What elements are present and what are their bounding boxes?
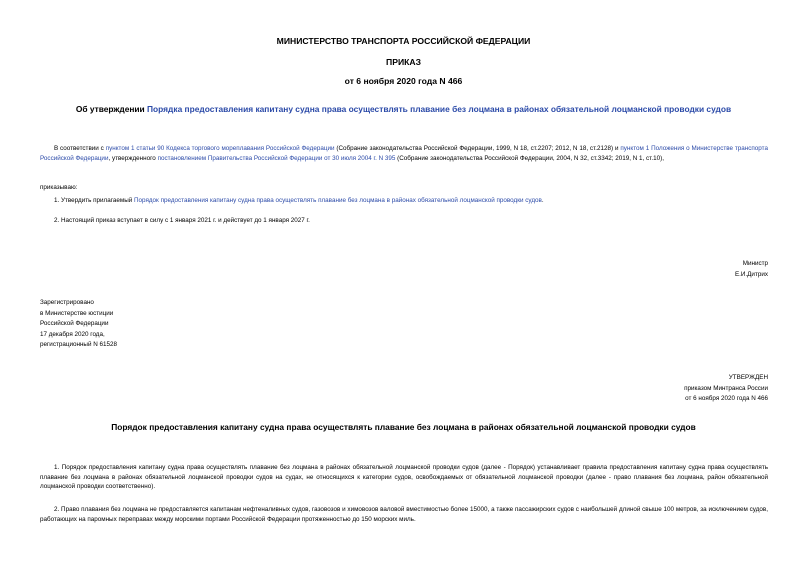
order-item-1 [54,196,544,207]
registration-line: 17 декабря 2020 года, [40,330,105,338]
title-prefix: Об утверждении [75,104,148,114]
preamble-text-2: (Собрание законодательства Российской Федерации, 1999, N 18, ст.2207; 2012, N 18, ст.2128) и [334,145,621,152]
approved-line: от 6 ноября 2020 года N 466 [685,395,768,403]
approved-block [684,373,768,405]
preamble-text-3: , утвержденного [108,154,158,162]
orders-word: приказываю: [40,184,78,191]
registration-line: регистрационный N 61528 [40,341,118,349]
document-title [0,104,807,114]
order-date: от 6 ноября 2020 года N 466 [344,76,463,86]
procedure-paragraph-1: 1. Порядок предоставления капитану судна права осуществлять плавание без лоцмана в районах обязательной лоцманской проводки судов (далее - Порядок) устанавливает правила предоставления капитану судна права осуществлять плавание без лоцмана в районах обязательной лоцманской проводки судов на судах, не относящихся к категории судов, освобождаемых от обязательной лоцманской проводки (далее - право плавания без лоцмана, район обязательной лоцманской проводки соответственно). [40,464,768,491]
preamble-text-4: (Собрание законодательства Российской Федерации, 2004, N 32, ст.3342; 2019, N 1, ст.10), [395,154,664,162]
registration-line: Российской Федерации [40,320,109,328]
preamble-paragraph [40,144,768,163]
registration-block [40,298,117,351]
signature-name: Е.И.Дитрих [734,270,768,278]
ministry-heading: МИНИСТЕРСТВО ТРАНСПОРТА РОССИЙСКОЙ ФЕДЕРАЦИИ [276,36,531,46]
link-kodeks[interactable]: пунктом 1 статьи 90 Кодекса торгового мореплавания Российской Федерации [105,145,335,152]
signature-position: Министр [742,260,768,267]
registration-line: в Министерстве юстиции [40,309,114,317]
title-link[interactable]: Порядка предоставления капитану судна права осуществлять плавание без лоцмана в районах обязательной лоцманской проводки судов [147,104,732,114]
link-postanovlenie[interactable]: постановлением Правительства Российской Федерации от 30 июля 2004 г. N 395 [157,154,396,162]
item1-end: . [541,197,544,204]
signature-block [735,259,768,280]
item1-link[interactable]: Порядок предоставления капитану судна права осуществлять плавание без лоцмана в районах обязательной лоцманской проводки судов [134,197,542,204]
approved-line: УТВЕРЖДЕН [728,374,768,381]
preamble-text-1: В соответствии с [54,145,106,152]
item1-text: 1. Утвердить прилагаемый [54,197,135,204]
order-heading: ПРИКАЗ [386,57,421,67]
order-item-2: 2. Настоящий приказ вступает в силу с 1 января 2021 г. и действует до 1 января 2027 г. [54,217,310,224]
registration-line: Зарегистрировано [40,299,94,306]
procedure-title: Порядок предоставления капитану судна права осуществлять плавание без лоцмана в районах обязательной лоцманской проводки судов [111,422,696,432]
link-polozhenie[interactable]: пунктом 1 Положения о Министерстве транспорта Российской Федерации [40,145,768,162]
procedure-paragraph-2: 2. Право плавания без лоцмана не предоставляется капитанам нефтеналивных судов, газовозов и химовозов валовой вместимостью более 15000, а также пассажирских судов с наибольшей длиной свыше 100 метров, за исключением судов, работающих на паромных переправах между морскими портами Российской Федерации протяженностью до 150 морских миль. [40,506,768,523]
approved-line: приказом Минтранса России [684,384,768,392]
